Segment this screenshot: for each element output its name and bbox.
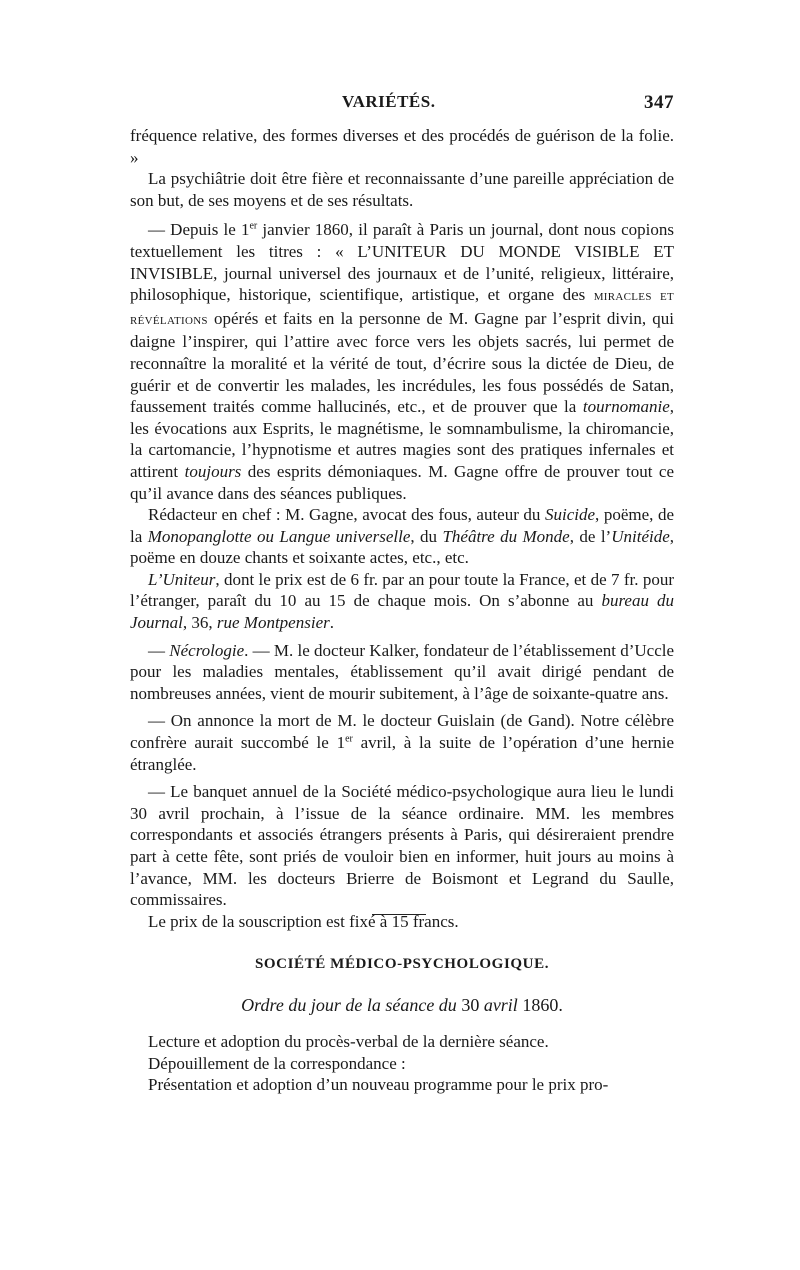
paragraph-text: Le prix de la souscription est fixé à 15 francs.	[148, 911, 459, 931]
italic-text: Nécrologie	[169, 640, 245, 660]
superscript: er	[345, 733, 353, 745]
italic-text: toujours	[184, 461, 242, 481]
italic-text: Monopanglotte ou Langue universelle	[147, 526, 411, 546]
text-run: avril, à la suite de l’opération d’une hernie étranglée.	[130, 733, 675, 774]
body-text	[130, 125, 674, 932]
text-run: — Depuis le 1	[148, 220, 250, 240]
text-run: Ordre du jour de la séance du	[241, 995, 457, 1015]
italic-text: rue Montpensier	[216, 613, 330, 633]
text-run: des esprits démoniaques. M. Gagne offre de prouver tout ce qu’il avance dans des séances publiques.	[130, 461, 674, 503]
text-run: 1860.	[517, 995, 563, 1015]
agenda-item: Dépouillement de la correspondance :	[148, 1053, 406, 1073]
running-title: VARIÉTÉS.	[342, 92, 436, 111]
paragraph-continuation	[130, 125, 674, 168]
page-number: 347	[644, 92, 674, 113]
text-run: . — M. le docteur Kalker, fondateur de l’établissement d’Uccle pour les maladies mentales, établissement qu’il avait dirigé pendant de nombreuses années, vient de mourir subitement, à l’âge de soixante-quatre ans.	[130, 640, 675, 703]
agenda-list	[130, 1031, 674, 1096]
text-run: — On annonce la mort de M. le docteur Guislain (de Gand). Notre célèbre confrère aurait succombé le 1	[130, 711, 674, 753]
small-caps-text: miracles et révélations	[130, 288, 674, 328]
superscript: er	[249, 220, 258, 232]
paragraph-subscription	[130, 569, 674, 634]
text-run: 30	[456, 995, 484, 1015]
paragraph-text: La psychiâtrie doit être fière et reconnaissante d’une pareille appréciation de son but, de ses moyens et de ses résultats.	[130, 169, 674, 210]
text-run: .	[329, 613, 334, 633]
agenda-item: Lecture et adoption du procès-verbal de la dernière séance.	[148, 1032, 549, 1051]
text-run: avril	[483, 995, 518, 1015]
paragraph-necrologie	[130, 640, 674, 705]
italic-text: Théâtre du Monde	[442, 526, 570, 546]
paragraph-uniteur-journal	[130, 219, 674, 504]
paragraph-editor	[130, 504, 674, 569]
agenda-title	[130, 995, 674, 1016]
paragraph-banquet	[130, 781, 674, 911]
paragraph-guislain	[130, 710, 674, 775]
text-run: , de l’	[569, 526, 612, 546]
paragraph-text: fréquence relative, des formes diverses et des procédés de guérison de la folie. »	[130, 126, 674, 167]
text-run: , dont le prix est de 6 fr. par an pour toute la France, et de 7 fr. pour l’étranger, paraît du 10 au 15 de chaque mois. On s’abonne au	[130, 569, 674, 611]
italic-text: Unitéide	[611, 526, 670, 546]
text-run: , poëme, de la	[130, 505, 675, 546]
text-run: , du	[410, 526, 443, 546]
section-title	[130, 956, 674, 973]
paragraph-text: — Le banquet annuel de la Société médico-psychologique aura lieu le lundi 30 avril prochain, à l’issue de la séance ordinaire. MM. les membres correspondants et associés étrangers présents à Paris, qui désireraient prendre part à cette fête, sont priés de vouloir bien en informer, huit jours au moins à l’avance, MM. les docteurs Brierre de Boismont et Legrand du Saulle, commissaires.	[130, 782, 674, 910]
text-run: , 36,	[182, 613, 217, 633]
section-divider	[372, 914, 426, 915]
text-run: opérés et faits en la personne de M. Gagne par l’esprit divin, qui daigne l’inspirer, qui l’attire avec force vers les objets sacrés, lui permet de reconnaître la moralité et la vérité de tout, d’écrire sous la dictée de Dieu, de guérir et de convertir les malades, les incrédules, les fous possédés de Satan, faussement traités comme hallucinés, etc., et de prouver que la	[130, 308, 674, 417]
italic-text: tournomanie	[582, 397, 670, 417]
page-header	[130, 92, 674, 116]
agenda-item: Présentation et adoption d’un nouveau programme pour le prix pro-	[148, 1075, 609, 1095]
text-run: janvier 1860, il paraît à Paris un journal, dont nous copions textuellement les titres : « L’UNITEUR DU MONDE VISIBLE ET INVISIBLE, journal universel des journaux et de l’unité, religieux, littéraire, philosophique, historique, scientifique, artistique, et organe des	[130, 220, 674, 305]
italic-text: Suicide	[545, 505, 596, 525]
paragraph-psychiatry	[130, 168, 674, 211]
italic-text: bureau du Journal	[130, 591, 674, 633]
text-run: , poëme en douze chants et soixante actes, etc., etc.	[130, 526, 675, 568]
italic-text: L’Uniteur	[148, 569, 216, 589]
text-run: —	[148, 640, 170, 660]
text-run: Rédacteur en chef : M. Gagne, avocat des fous, auteur du	[148, 505, 545, 525]
section-title-text: SOCIÉTÉ MÉDICO-PSYCHOLOGIQUE.	[254, 956, 550, 972]
text-run: , les évocations aux Esprits, le magnétisme, le somnambulisme, la chiromancie, la cartomancie, l’hypnotisme et autres magies sont des pratiques infernales et attirent	[130, 397, 674, 481]
